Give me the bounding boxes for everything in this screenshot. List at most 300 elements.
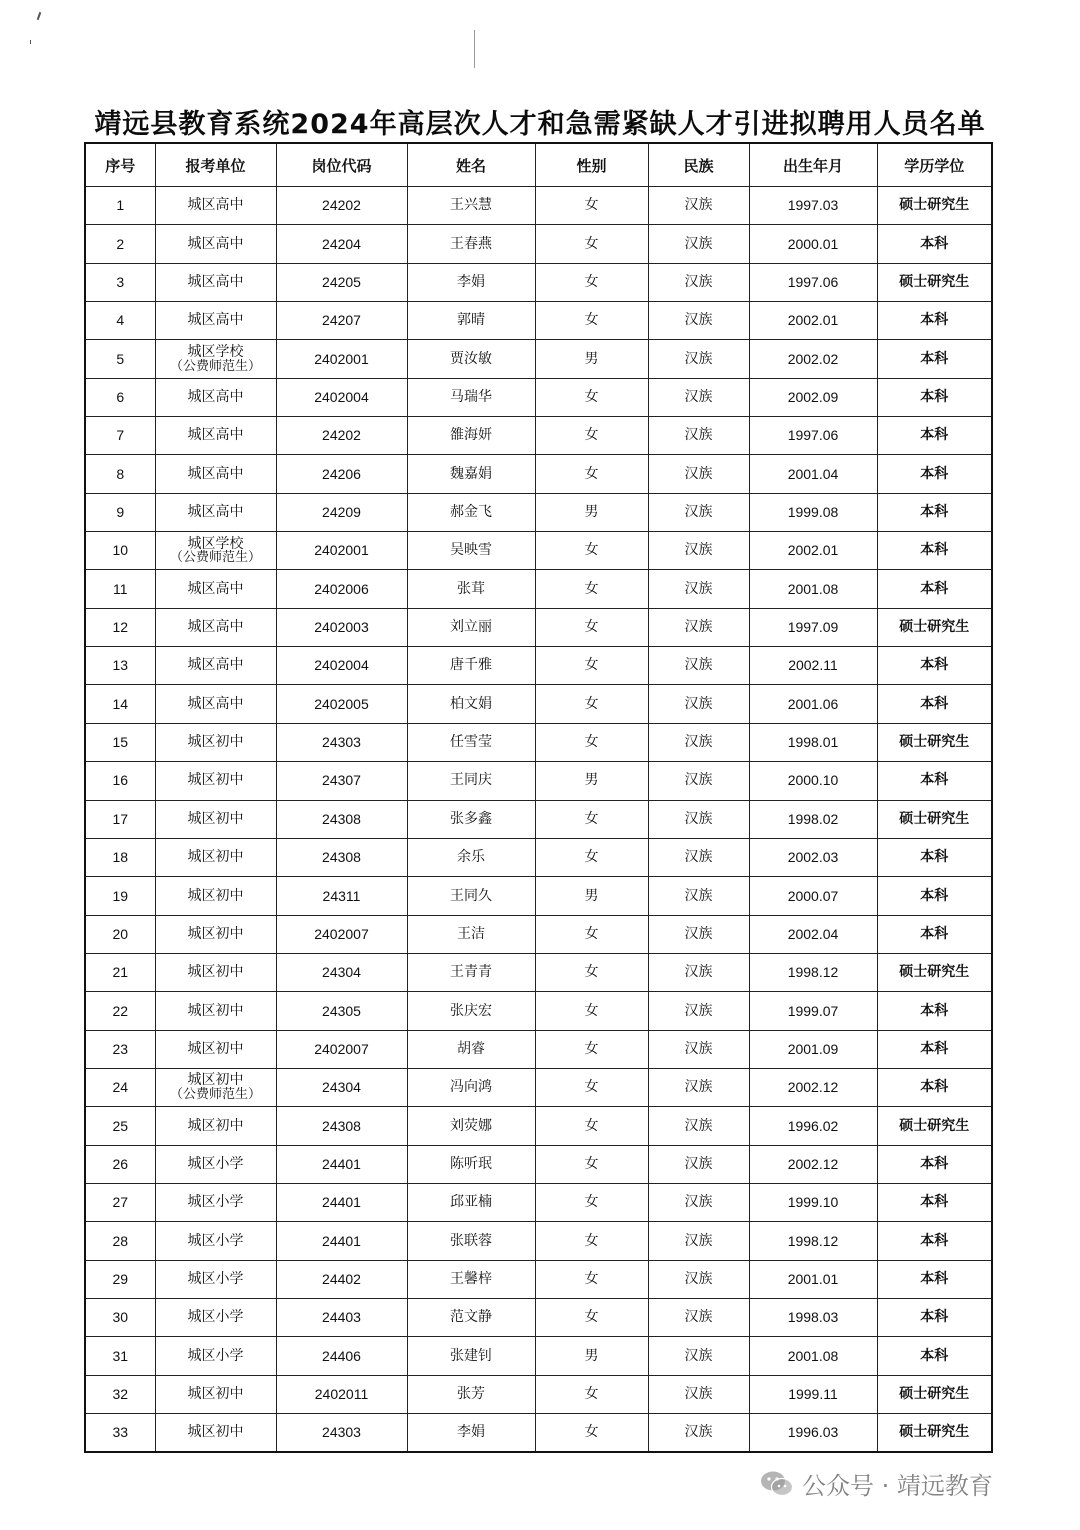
unit-label: 城区初中 (187, 810, 244, 827)
cell-index: 31 (85, 1337, 155, 1375)
header-birth-date: 出生年月 (749, 143, 877, 187)
cell-ethnicity: 汉族 (648, 1298, 749, 1336)
unit-note: （公费师范生） (169, 1087, 261, 1103)
cell-degree: 本科 (877, 915, 992, 953)
wechat-icon (760, 1470, 794, 1498)
cell-birth-date: 1999.08 (749, 493, 877, 531)
cell-position-code: 24308 (276, 1107, 407, 1145)
cell-degree: 硕士研究生 (877, 608, 992, 646)
cell-position-code: 24209 (276, 493, 407, 531)
cell-name: 张庆宏 (407, 992, 535, 1030)
table-row (85, 685, 992, 723)
cell-index: 3 (85, 263, 155, 301)
unit-label: 城区高中 (187, 312, 244, 329)
cell-name: 刘立丽 (407, 608, 535, 646)
cell-birth-date: 1996.03 (749, 1414, 877, 1453)
unit-label: 城区学校 (187, 535, 244, 552)
cell-ethnicity: 汉族 (648, 1337, 749, 1375)
cell-name: 范文静 (407, 1298, 535, 1336)
table-row (85, 532, 992, 570)
table-row (85, 263, 992, 301)
cell-position-code: 24307 (276, 762, 407, 800)
cell-index: 32 (85, 1375, 155, 1413)
cell-birth-date: 2002.01 (749, 302, 877, 340)
unit-label: 城区高中 (187, 427, 244, 444)
cell-birth-date: 2001.06 (749, 685, 877, 723)
cell-unit (155, 647, 276, 685)
cell-unit (155, 1183, 276, 1221)
cell-birth-date: 2000.01 (749, 225, 877, 263)
cell-index: 26 (85, 1145, 155, 1183)
cell-ethnicity: 汉族 (648, 455, 749, 493)
cell-name: 王青青 (407, 953, 535, 991)
cell-name: 唐千雅 (407, 647, 535, 685)
table-row (85, 723, 992, 761)
cell-gender: 男 (535, 762, 648, 800)
unit-label: 城区初中 (187, 1117, 244, 1134)
header-ethnicity: 民族 (648, 143, 749, 187)
unit-label: 城区初中 (187, 887, 244, 904)
cell-unit (155, 1298, 276, 1336)
cell-position-code: 2402003 (276, 608, 407, 646)
unit-note: （公费师范生） (169, 550, 261, 566)
cell-birth-date: 1998.01 (749, 723, 877, 761)
cell-degree: 本科 (877, 493, 992, 531)
cell-birth-date: 2002.04 (749, 915, 877, 953)
cell-gender: 女 (535, 1068, 648, 1106)
cell-position-code: 24401 (276, 1222, 407, 1260)
cell-birth-date: 2002.09 (749, 378, 877, 416)
cell-degree: 硕士研究生 (877, 1107, 992, 1145)
cell-name: 马瑞华 (407, 378, 535, 416)
cell-degree: 硕士研究生 (877, 187, 992, 225)
unit-label: 城区高中 (187, 465, 244, 482)
cell-index: 1 (85, 187, 155, 225)
cell-name: 王馨梓 (407, 1260, 535, 1298)
cell-position-code: 2402005 (276, 685, 407, 723)
table-row (85, 1068, 992, 1106)
unit-label: 城区学校 (187, 343, 244, 360)
header-name: 姓名 (407, 143, 535, 187)
header-index: 序号 (85, 143, 155, 187)
cell-birth-date: 2001.04 (749, 455, 877, 493)
cell-birth-date: 1997.06 (749, 263, 877, 301)
cell-ethnicity: 汉族 (648, 1375, 749, 1413)
cell-ethnicity: 汉族 (648, 340, 749, 378)
cell-birth-date: 2002.12 (749, 1068, 877, 1106)
cell-gender: 女 (535, 1145, 648, 1183)
cell-name: 陈听珉 (407, 1145, 535, 1183)
cell-name: 冯向鸿 (407, 1068, 535, 1106)
cell-ethnicity: 汉族 (648, 953, 749, 991)
table-row (85, 800, 992, 838)
cell-index: 30 (85, 1298, 155, 1336)
cell-birth-date: 2002.01 (749, 532, 877, 570)
cell-position-code: 24401 (276, 1145, 407, 1183)
cell-birth-date: 1997.03 (749, 187, 877, 225)
cell-index: 17 (85, 800, 155, 838)
cell-index: 2 (85, 225, 155, 263)
unit-label: 城区初中 (187, 964, 244, 981)
cell-degree: 本科 (877, 1298, 992, 1336)
header-position-code: 岗位代码 (276, 143, 407, 187)
cell-index: 6 (85, 378, 155, 416)
cell-index: 5 (85, 340, 155, 378)
cell-unit (155, 263, 276, 301)
cell-index: 16 (85, 762, 155, 800)
cell-index: 9 (85, 493, 155, 531)
page-title: 靖远县教育系统2024年高层次人才和急需紧缺人才引进拟聘用人员名单 (94, 109, 986, 141)
cell-name: 王同庆 (407, 762, 535, 800)
cell-gender: 女 (535, 953, 648, 991)
cell-ethnicity: 汉族 (648, 187, 749, 225)
cell-name: 余乐 (407, 838, 535, 876)
cell-unit (155, 1068, 276, 1106)
cell-ethnicity: 汉族 (648, 1414, 749, 1453)
cell-ethnicity: 汉族 (648, 225, 749, 263)
cell-birth-date: 1999.11 (749, 1375, 877, 1413)
cell-degree: 本科 (877, 302, 992, 340)
cell-ethnicity: 汉族 (648, 493, 749, 531)
cell-index: 8 (85, 455, 155, 493)
cell-index: 25 (85, 1107, 155, 1145)
table-body (85, 187, 992, 1453)
cell-ethnicity: 汉族 (648, 800, 749, 838)
cell-birth-date: 2001.09 (749, 1030, 877, 1068)
cell-gender: 女 (535, 532, 648, 570)
cell-name: 张茸 (407, 570, 535, 608)
cell-ethnicity: 汉族 (648, 1068, 749, 1106)
cell-position-code: 24303 (276, 1414, 407, 1453)
cell-degree: 硕士研究生 (877, 263, 992, 301)
cell-unit (155, 417, 276, 455)
cell-name: 李娟 (407, 1414, 535, 1453)
cell-index: 13 (85, 647, 155, 685)
cell-ethnicity: 汉族 (648, 1145, 749, 1183)
cell-degree: 本科 (877, 532, 992, 570)
cell-gender: 女 (535, 915, 648, 953)
cell-index: 7 (85, 417, 155, 455)
table-row (85, 762, 992, 800)
cell-gender: 女 (535, 1298, 648, 1336)
cell-birth-date: 1998.02 (749, 800, 877, 838)
table-row (85, 1260, 992, 1298)
cell-gender: 女 (535, 723, 648, 761)
unit-label: 城区小学 (187, 1155, 244, 1172)
table-row (85, 838, 992, 876)
cell-ethnicity: 汉族 (648, 915, 749, 953)
table-row (85, 1337, 992, 1375)
cell-position-code: 24311 (276, 877, 407, 915)
unit-label: 城区高中 (187, 235, 244, 252)
cell-gender: 男 (535, 877, 648, 915)
cell-degree: 本科 (877, 378, 992, 416)
cell-index: 19 (85, 877, 155, 915)
table-row (85, 1298, 992, 1336)
cell-name: 邱亚楠 (407, 1183, 535, 1221)
cell-degree: 本科 (877, 838, 992, 876)
cell-degree: 本科 (877, 455, 992, 493)
cell-unit (155, 187, 276, 225)
watermark-text: 公众号 · 靖远教育 (802, 1472, 993, 1500)
cell-degree: 本科 (877, 1183, 992, 1221)
cell-name: 王同久 (407, 877, 535, 915)
cell-unit (155, 378, 276, 416)
table-row (85, 608, 992, 646)
cell-unit (155, 1107, 276, 1145)
cell-position-code: 2402007 (276, 1030, 407, 1068)
cell-birth-date: 2000.07 (749, 877, 877, 915)
table-row (85, 340, 992, 378)
cell-index: 21 (85, 953, 155, 991)
cell-degree: 本科 (877, 762, 992, 800)
cell-index: 27 (85, 1183, 155, 1221)
cell-birth-date: 1997.06 (749, 417, 877, 455)
cell-ethnicity: 汉族 (648, 1107, 749, 1145)
cell-birth-date: 1999.07 (749, 992, 877, 1030)
cell-name: 魏嘉娟 (407, 455, 535, 493)
cell-name: 柏文娟 (407, 685, 535, 723)
cell-unit (155, 877, 276, 915)
cell-degree: 硕士研究生 (877, 1414, 992, 1453)
cell-position-code: 2402006 (276, 570, 407, 608)
cell-ethnicity: 汉族 (648, 302, 749, 340)
unit-label: 城区高中 (187, 274, 244, 291)
cell-ethnicity: 汉族 (648, 647, 749, 685)
cell-position-code: 2402004 (276, 647, 407, 685)
cell-degree: 本科 (877, 570, 992, 608)
cell-gender: 女 (535, 1222, 648, 1260)
unit-label: 城区初中 (187, 1002, 244, 1019)
cell-degree: 本科 (877, 1222, 992, 1260)
cell-degree: 本科 (877, 417, 992, 455)
unit-label: 城区初中 (187, 1424, 244, 1441)
cell-birth-date: 1996.02 (749, 1107, 877, 1145)
cell-unit (155, 493, 276, 531)
cell-position-code: 24206 (276, 455, 407, 493)
cell-degree: 硕士研究生 (877, 723, 992, 761)
cell-unit (155, 570, 276, 608)
cell-birth-date: 1998.12 (749, 1222, 877, 1260)
table-row (85, 877, 992, 915)
table-row (85, 992, 992, 1030)
cell-unit (155, 532, 276, 570)
table-row (85, 915, 992, 953)
cell-name: 刘荧娜 (407, 1107, 535, 1145)
cell-index: 20 (85, 915, 155, 953)
cell-name: 任雪莹 (407, 723, 535, 761)
cell-ethnicity: 汉族 (648, 570, 749, 608)
table-row (85, 417, 992, 455)
cell-birth-date: 1999.10 (749, 1183, 877, 1221)
cell-degree: 本科 (877, 1068, 992, 1106)
unit-label: 城区初中 (187, 734, 244, 751)
cell-index: 23 (85, 1030, 155, 1068)
unit-label: 城区初中 (187, 1072, 244, 1089)
table-row (85, 1183, 992, 1221)
cell-gender: 女 (535, 838, 648, 876)
table-row (85, 1030, 992, 1068)
cell-ethnicity: 汉族 (648, 1260, 749, 1298)
table-row (85, 225, 992, 263)
cell-unit (155, 685, 276, 723)
cell-unit (155, 1030, 276, 1068)
cell-unit (155, 455, 276, 493)
personnel-table (84, 142, 993, 1453)
unit-label: 城区高中 (187, 619, 244, 636)
header-degree: 学历学位 (877, 143, 992, 187)
table-row (85, 187, 992, 225)
unit-label: 城区高中 (187, 657, 244, 674)
table-row (85, 1375, 992, 1413)
cell-gender: 女 (535, 1030, 648, 1068)
cell-name: 张芳 (407, 1375, 535, 1413)
cell-birth-date: 2002.02 (749, 340, 877, 378)
cell-position-code: 24308 (276, 838, 407, 876)
cell-ethnicity: 汉族 (648, 1183, 749, 1221)
cell-gender: 女 (535, 263, 648, 301)
cell-gender: 女 (535, 302, 648, 340)
cell-degree: 本科 (877, 225, 992, 263)
cell-degree: 本科 (877, 992, 992, 1030)
cell-unit (155, 1260, 276, 1298)
cell-position-code: 24204 (276, 225, 407, 263)
cell-index: 22 (85, 992, 155, 1030)
cell-index: 29 (85, 1260, 155, 1298)
table-row (85, 647, 992, 685)
cell-position-code: 2402001 (276, 532, 407, 570)
cell-unit (155, 723, 276, 761)
cell-gender: 女 (535, 685, 648, 723)
cell-ethnicity: 汉族 (648, 1222, 749, 1260)
cell-name: 吴映雪 (407, 532, 535, 570)
cell-index: 15 (85, 723, 155, 761)
cell-position-code: 24403 (276, 1298, 407, 1336)
cell-unit (155, 838, 276, 876)
cell-index: 11 (85, 570, 155, 608)
cell-ethnicity: 汉族 (648, 723, 749, 761)
cell-gender: 女 (535, 800, 648, 838)
cell-position-code: 24402 (276, 1260, 407, 1298)
cell-index: 18 (85, 838, 155, 876)
cell-birth-date: 1998.12 (749, 953, 877, 991)
cell-ethnicity: 汉族 (648, 838, 749, 876)
cell-name: 张建钊 (407, 1337, 535, 1375)
table-row (85, 378, 992, 416)
cell-birth-date: 1997.09 (749, 608, 877, 646)
cell-gender: 男 (535, 340, 648, 378)
cell-gender: 男 (535, 1337, 648, 1375)
cell-ethnicity: 汉族 (648, 263, 749, 301)
cell-unit (155, 608, 276, 646)
cell-birth-date: 2002.03 (749, 838, 877, 876)
cell-name: 雒海妍 (407, 417, 535, 455)
cell-ethnicity: 汉族 (648, 992, 749, 1030)
cell-gender: 女 (535, 1107, 648, 1145)
unit-label: 城区高中 (187, 580, 244, 597)
cell-index: 33 (85, 1414, 155, 1453)
cell-gender: 女 (535, 187, 648, 225)
cell-gender: 女 (535, 455, 648, 493)
cell-index: 10 (85, 532, 155, 570)
table-row (85, 1222, 992, 1260)
cell-position-code: 2402001 (276, 340, 407, 378)
cell-unit (155, 1145, 276, 1183)
cell-ethnicity: 汉族 (648, 608, 749, 646)
cell-position-code: 2402011 (276, 1375, 407, 1413)
cell-degree: 本科 (877, 1260, 992, 1298)
cell-degree: 硕士研究生 (877, 953, 992, 991)
scan-speck (37, 12, 42, 20)
cell-unit (155, 1414, 276, 1453)
cell-position-code: 24401 (276, 1183, 407, 1221)
cell-gender: 女 (535, 1183, 648, 1221)
cell-unit (155, 915, 276, 953)
cell-birth-date: 2001.08 (749, 1337, 877, 1375)
cell-name: 王春燕 (407, 225, 535, 263)
unit-label: 城区高中 (187, 197, 244, 214)
unit-label: 城区初中 (187, 849, 244, 866)
cell-degree: 硕士研究生 (877, 800, 992, 838)
cell-name: 郝金飞 (407, 493, 535, 531)
unit-label: 城区小学 (187, 1194, 244, 1211)
cell-index: 14 (85, 685, 155, 723)
unit-label: 城区高中 (187, 389, 244, 406)
table-row (85, 302, 992, 340)
cell-ethnicity: 汉族 (648, 1030, 749, 1068)
header-gender: 性别 (535, 143, 648, 187)
cell-degree: 本科 (877, 647, 992, 685)
unit-label: 城区高中 (187, 504, 244, 521)
cell-position-code: 24207 (276, 302, 407, 340)
unit-label: 城区小学 (187, 1347, 244, 1364)
unit-label: 城区小学 (187, 1232, 244, 1249)
cell-name: 李娟 (407, 263, 535, 301)
cell-unit (155, 340, 276, 378)
cell-unit (155, 1375, 276, 1413)
table-row (85, 1145, 992, 1183)
table-row (85, 455, 992, 493)
cell-unit (155, 1222, 276, 1260)
cell-name: 贾汝敏 (407, 340, 535, 378)
cell-degree: 本科 (877, 340, 992, 378)
cell-unit (155, 225, 276, 263)
cell-ethnicity: 汉族 (648, 417, 749, 455)
table-row (85, 570, 992, 608)
cell-name: 张联蓉 (407, 1222, 535, 1260)
cell-degree: 本科 (877, 1145, 992, 1183)
cell-name: 张多鑫 (407, 800, 535, 838)
cell-gender: 女 (535, 1375, 648, 1413)
cell-ethnicity: 汉族 (648, 378, 749, 416)
cell-gender: 女 (535, 225, 648, 263)
scan-line (474, 30, 475, 68)
cell-position-code: 24406 (276, 1337, 407, 1375)
cell-index: 24 (85, 1068, 155, 1106)
unit-label: 城区小学 (187, 1309, 244, 1326)
cell-unit (155, 1337, 276, 1375)
cell-birth-date: 2002.11 (749, 647, 877, 685)
cell-gender: 女 (535, 570, 648, 608)
cell-gender: 女 (535, 647, 648, 685)
cell-degree: 本科 (877, 1337, 992, 1375)
cell-gender: 女 (535, 608, 648, 646)
table-row (85, 1414, 992, 1453)
cell-index: 12 (85, 608, 155, 646)
table-row (85, 493, 992, 531)
cell-ethnicity: 汉族 (648, 877, 749, 915)
cell-gender: 女 (535, 1414, 648, 1453)
